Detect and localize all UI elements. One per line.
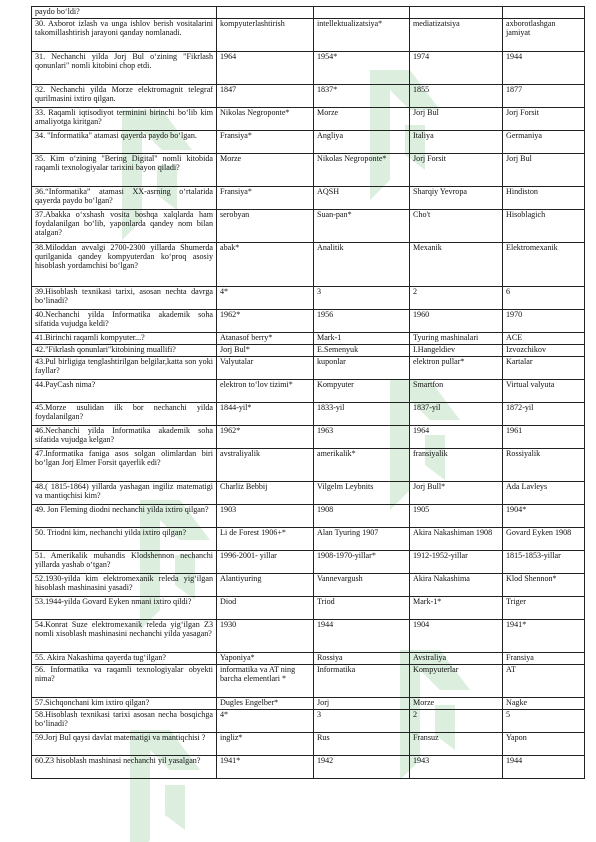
question-cell: 48.( 1815-1864) yillarda yashagan ingiliz matematigi va mantiqchisi kim? <box>32 482 217 505</box>
question-cell: 36.“Informatika” atamasi XX-asrning o‘rtalarida qayerda paydo bo‘lgan? <box>32 187 217 210</box>
answer-cell: 1964 <box>217 52 314 85</box>
answer-cell: Virtual valyuta <box>503 380 585 403</box>
answer-cell: Fransiya* <box>217 187 314 210</box>
answer-cell: 1833-yil <box>314 403 410 426</box>
question-cell: 59.Jorj Bul qaysi davlat matematigi va mantiqchisi ? <box>32 733 217 756</box>
answer-cell: kompyuterlashtirish <box>217 19 314 52</box>
answer-cell: 6 <box>503 287 585 310</box>
answer-cell: Morze <box>410 698 503 710</box>
answer-cell: 1964 <box>410 426 503 449</box>
answer-cell: Charliz Bebbij <box>217 482 314 505</box>
answer-cell: 1954* <box>314 52 410 85</box>
question-cell: 39.Hisoblash texnikasi tarixi, asosan nechta davrga bo‘linadi? <box>32 287 217 310</box>
answer-cell: 2 <box>410 710 503 733</box>
answer-cell: 1847 <box>217 85 314 108</box>
answer-cell: Sharqiy Yevropa <box>410 187 503 210</box>
answer-cell: 3 <box>314 287 410 310</box>
answer-cell: Nikolas Negroponte* <box>217 108 314 131</box>
answer-cell: informatika va AT ning barcha elementlari * <box>217 665 314 698</box>
answer-cell: Italiya <box>410 131 503 154</box>
answer-cell: Cho't <box>410 210 503 243</box>
answer-cell: mediatizatsiya <box>410 19 503 52</box>
question-cell: 45.Morze usulidan ilk bor nechanchi yilda foydalanilgan? <box>32 403 217 426</box>
answer-cell: Dugles Engelber* <box>217 698 314 710</box>
answer-cell: Fransiya* <box>217 131 314 154</box>
answer-cell: 1837-yil <box>410 403 503 426</box>
table-row <box>32 333 585 345</box>
answer-cell: Vannevargush <box>314 574 410 597</box>
answer-cell: axborotlashgan jamiyat <box>503 19 585 52</box>
table-row <box>32 449 585 482</box>
answer-cell: Mark-1 <box>314 333 410 345</box>
answer-cell: Akira Nakashima <box>410 574 503 597</box>
answer-cell: 1962* <box>217 426 314 449</box>
answer-cell: Kartalar <box>503 357 585 380</box>
answer-cell: 1956 <box>314 310 410 333</box>
answer-cell: 5 <box>503 710 585 733</box>
question-cell: 55. Akira Nakashima qayerda tug‘ilgan? <box>32 653 217 665</box>
answer-cell: 1855 <box>410 85 503 108</box>
answer-cell: abak* <box>217 243 314 287</box>
answer-cell: fransiyalik <box>410 449 503 482</box>
answer-cell: ACE <box>503 333 585 345</box>
answer-cell: intellektualizatsiya* <box>314 19 410 52</box>
question-cell: 52.1930-yilda kim elektromexanik releda yig‘ilgan hisoblash mashinasini yasadi? <box>32 574 217 597</box>
answer-cell: Atanasof berry* <box>217 333 314 345</box>
answer-cell: 1960 <box>410 310 503 333</box>
question-cell: 34. "Informatika" atamasi qayerda paydo bo‘lgan. <box>32 131 217 154</box>
answer-cell: 1944 <box>503 756 585 779</box>
question-cell: 53.1944-yilda Govard Eyken nmani ixtiro qildi? <box>32 597 217 620</box>
answer-cell: Valyutalar <box>217 357 314 380</box>
answer-cell: Jorj Bul* <box>217 345 314 357</box>
question-cell: 54.Konrat Suze elektromexanik releda yig‘ilgan Z3 nomli xisoblash mashinasini nechanchi yilda yasagan? <box>32 620 217 653</box>
question-cell: paydo bo‘ldi? <box>32 7 217 19</box>
answer-cell: Klod Shennon* <box>503 574 585 597</box>
answer-cell: 1996-2001- yillar <box>217 551 314 574</box>
table-row <box>32 665 585 698</box>
answer-cell: 1963 <box>314 426 410 449</box>
answer-cell: Nagke <box>503 698 585 710</box>
answer-cell: Hindiston <box>503 187 585 210</box>
answer-cell: Akira Nakashiman 1908 <box>410 528 503 551</box>
table-row <box>32 52 585 85</box>
answer-cell: Kompyuter <box>314 380 410 403</box>
question-cell: 42."Fikrlash qonunlari"kitobining muallifi? <box>32 345 217 357</box>
answer-cell: Mark-1* <box>410 597 503 620</box>
answer-cell: Alan Tyuring 1907 <box>314 528 410 551</box>
question-cell: 49. Jon Fleming diodni nechanchi yilda ixtiro qilgan? <box>32 505 217 528</box>
answer-cell: Smartfon <box>410 380 503 403</box>
answer-cell: 1944 <box>503 52 585 85</box>
answer-cell: Morze <box>217 154 314 187</box>
question-cell: 32. Nechanchi yilda Morze elektromagnit telegraf qurilmasini ixtiro qilgan. <box>32 85 217 108</box>
table-row <box>32 574 585 597</box>
question-cell: 44.PayCash nima? <box>32 380 217 403</box>
question-cell: 50. Triodni kim, nechanchi yilda ixtiro qilgan? <box>32 528 217 551</box>
answer-cell: 1944 <box>314 620 410 653</box>
answer-cell: Izvozchikov <box>503 345 585 357</box>
answer-cell: Tyuring mashinalari <box>410 333 503 345</box>
answer-cell: Rossiya <box>314 653 410 665</box>
table-row <box>32 287 585 310</box>
table-row <box>32 187 585 210</box>
answer-cell: kuponlar <box>314 357 410 380</box>
answer-cell <box>503 7 585 19</box>
answer-cell <box>217 7 314 19</box>
table-row <box>32 85 585 108</box>
answer-cell: Jorj Forsit <box>503 108 585 131</box>
question-cell: 40.Nechanchi yilda Informatika akademik soha sifatida vujudga keldi? <box>32 310 217 333</box>
table-row <box>32 403 585 426</box>
table-row <box>32 733 585 756</box>
answer-cell: Fransuz <box>410 733 503 756</box>
table-row <box>32 19 585 52</box>
question-cell: 57.Sichqonchani kim ixtiro qilgan? <box>32 698 217 710</box>
table-row <box>32 357 585 380</box>
table-row <box>32 310 585 333</box>
table-row <box>32 482 585 505</box>
question-cell: 37.Abakka o‘xshash vosita boshqa xalqlarda ham foydalanilgan bo‘lib, yaponlarda qandey nom bilan atalgan? <box>32 210 217 243</box>
answer-cell: Diod <box>217 597 314 620</box>
answer-cell: 1941* <box>217 756 314 779</box>
answer-cell: 1943 <box>410 756 503 779</box>
answer-cell: 2 <box>410 287 503 310</box>
answer-cell: 1877 <box>503 85 585 108</box>
table-row <box>32 698 585 710</box>
answer-cell: AT <box>503 665 585 698</box>
answer-cell: 1904 <box>410 620 503 653</box>
question-cell: 35. Kim o‘zining "Bering Digital" nomli kitobida raqamli texnologiyalar tarixini bayon qiladi? <box>32 154 217 187</box>
answer-cell: Analitik <box>314 243 410 287</box>
answer-cell: 1961 <box>503 426 585 449</box>
answer-cell: avstraliyalik <box>217 449 314 482</box>
answer-cell: Jorj Bull* <box>410 482 503 505</box>
answer-cell: Yaponiya* <box>217 653 314 665</box>
table-row <box>32 426 585 449</box>
question-cell: 38.Miloddan avvalgi 2700-2300 yillarda Shumerda qurilganida qandey kompyuterdan ko‘proq asosiy hisoblash yordamchisi bo‘lgan? <box>32 243 217 287</box>
answer-cell: ingliz* <box>217 733 314 756</box>
answer-cell: 4* <box>217 710 314 733</box>
answer-cell: Rossiyalik <box>503 449 585 482</box>
answer-cell: Morze <box>314 108 410 131</box>
table-row <box>32 154 585 187</box>
table-row <box>32 756 585 779</box>
answer-cell: Germaniya <box>503 131 585 154</box>
answer-cell: Fransiya <box>503 653 585 665</box>
table-row <box>32 597 585 620</box>
table-row <box>32 108 585 131</box>
answer-cell: Kompyuterlar <box>410 665 503 698</box>
answer-cell: Jorj Forsit <box>410 154 503 187</box>
answer-cell: I.Hangeldiev <box>410 345 503 357</box>
answer-cell: Hisoblagich <box>503 210 585 243</box>
question-cell: 30. Axborot izlash va unga ishlov berish vositalarini takomillashtirish jarayoni qanday nomlanadi. <box>32 19 217 52</box>
answer-cell: Elektromexanik <box>503 243 585 287</box>
answer-cell: Informatika <box>314 665 410 698</box>
question-cell: 51. Amerikalik muhandis Klodshennon nechanchi yillarda yashab o‘tgan? <box>32 551 217 574</box>
table-row <box>32 7 585 19</box>
table-row <box>32 528 585 551</box>
answer-cell: 1974 <box>410 52 503 85</box>
question-cell: 33. Raqamli iqtisodiyot terminini birinchi bo‘lib kim amaliyotga kiritgan? <box>32 108 217 131</box>
answer-cell: Rus <box>314 733 410 756</box>
answer-cell: elektron to‘lov tizimi* <box>217 380 314 403</box>
answer-cell: 1872-yil <box>503 403 585 426</box>
answer-cell: 1970 <box>503 310 585 333</box>
answer-cell: 1844-yil* <box>217 403 314 426</box>
question-cell: 58.Hisoblash texnikasi tarixi asosan necha bosqichga bo‘linadi? <box>32 710 217 733</box>
answer-cell: 1912-1952-yillar <box>410 551 503 574</box>
quiz-table <box>31 6 585 779</box>
answer-cell: Triod <box>314 597 410 620</box>
answer-cell: 1962* <box>217 310 314 333</box>
answer-cell: Jorj Bul <box>503 154 585 187</box>
answer-cell: serobyan <box>217 210 314 243</box>
table-row <box>32 345 585 357</box>
table-row <box>32 210 585 243</box>
question-cell: 46.Nechanchi yilda Informatika akademik soha sifatida vujudga kelgan? <box>32 426 217 449</box>
table-row <box>32 505 585 528</box>
quiz-table-body <box>32 7 585 779</box>
answer-cell: Mexanik <box>410 243 503 287</box>
answer-cell: 1908 <box>314 505 410 528</box>
answer-cell: Vilgelm Leybnits <box>314 482 410 505</box>
answer-cell: Yapon <box>503 733 585 756</box>
table-row <box>32 653 585 665</box>
answer-cell: Li de Forest 1906+* <box>217 528 314 551</box>
answer-cell <box>314 7 410 19</box>
table-row <box>32 551 585 574</box>
answer-cell: E.Semenyuk <box>314 345 410 357</box>
answer-cell: elektron pullar* <box>410 357 503 380</box>
answer-cell: Jorj <box>314 698 410 710</box>
answer-cell: 1903 <box>217 505 314 528</box>
question-cell: 56. Informatika va raqamli texnologiyalar obyekti nima? <box>32 665 217 698</box>
answer-cell: 1908-1970-yillar* <box>314 551 410 574</box>
answer-cell: Alantiyuring <box>217 574 314 597</box>
answer-cell: AQSH <box>314 187 410 210</box>
answer-cell: Suan-pan* <box>314 210 410 243</box>
answer-cell <box>410 7 503 19</box>
question-cell: 43.Pul birligiga tenglashtirilgan belgilar,katta son yoki fayllar? <box>32 357 217 380</box>
answer-cell: 3 <box>314 710 410 733</box>
table-row <box>32 380 585 403</box>
answer-cell: 1942 <box>314 756 410 779</box>
answer-cell: 4* <box>217 287 314 310</box>
table-row <box>32 131 585 154</box>
answer-cell: Govard Eyken 1908 <box>503 528 585 551</box>
table-row <box>32 620 585 653</box>
answer-cell: Jorj Bul <box>410 108 503 131</box>
answer-cell: Ada Lavleys <box>503 482 585 505</box>
answer-cell: Nikolas Negroponte* <box>314 154 410 187</box>
answer-cell: 1904* <box>503 505 585 528</box>
answer-cell: Triger <box>503 597 585 620</box>
answer-cell: 1930 <box>217 620 314 653</box>
answer-cell: 1905 <box>410 505 503 528</box>
answer-cell: 1941* <box>503 620 585 653</box>
answer-cell: 1837* <box>314 85 410 108</box>
answer-cell: Avstraliya <box>410 653 503 665</box>
question-cell: 60.Z3 hisoblash mashinasi nechanchi yil yasalgan? <box>32 756 217 779</box>
question-cell: 41.Birinchi raqamli kompyuter...? <box>32 333 217 345</box>
question-cell: 47.Informatika faniga asos solgan olimlardan biri bo‘lgan Jorj Elmer Forsit qayerlik edi? <box>32 449 217 482</box>
table-row <box>32 243 585 287</box>
answer-cell: amerikalik* <box>314 449 410 482</box>
table-row <box>32 710 585 733</box>
answer-cell: Angliya <box>314 131 410 154</box>
answer-cell: 1815-1853-yillar <box>503 551 585 574</box>
question-cell: 31. Nechanchi yilda Jorj Bul o‘zining "Fikrlash qonunlari" nomli kitobini chop etdi. <box>32 52 217 85</box>
